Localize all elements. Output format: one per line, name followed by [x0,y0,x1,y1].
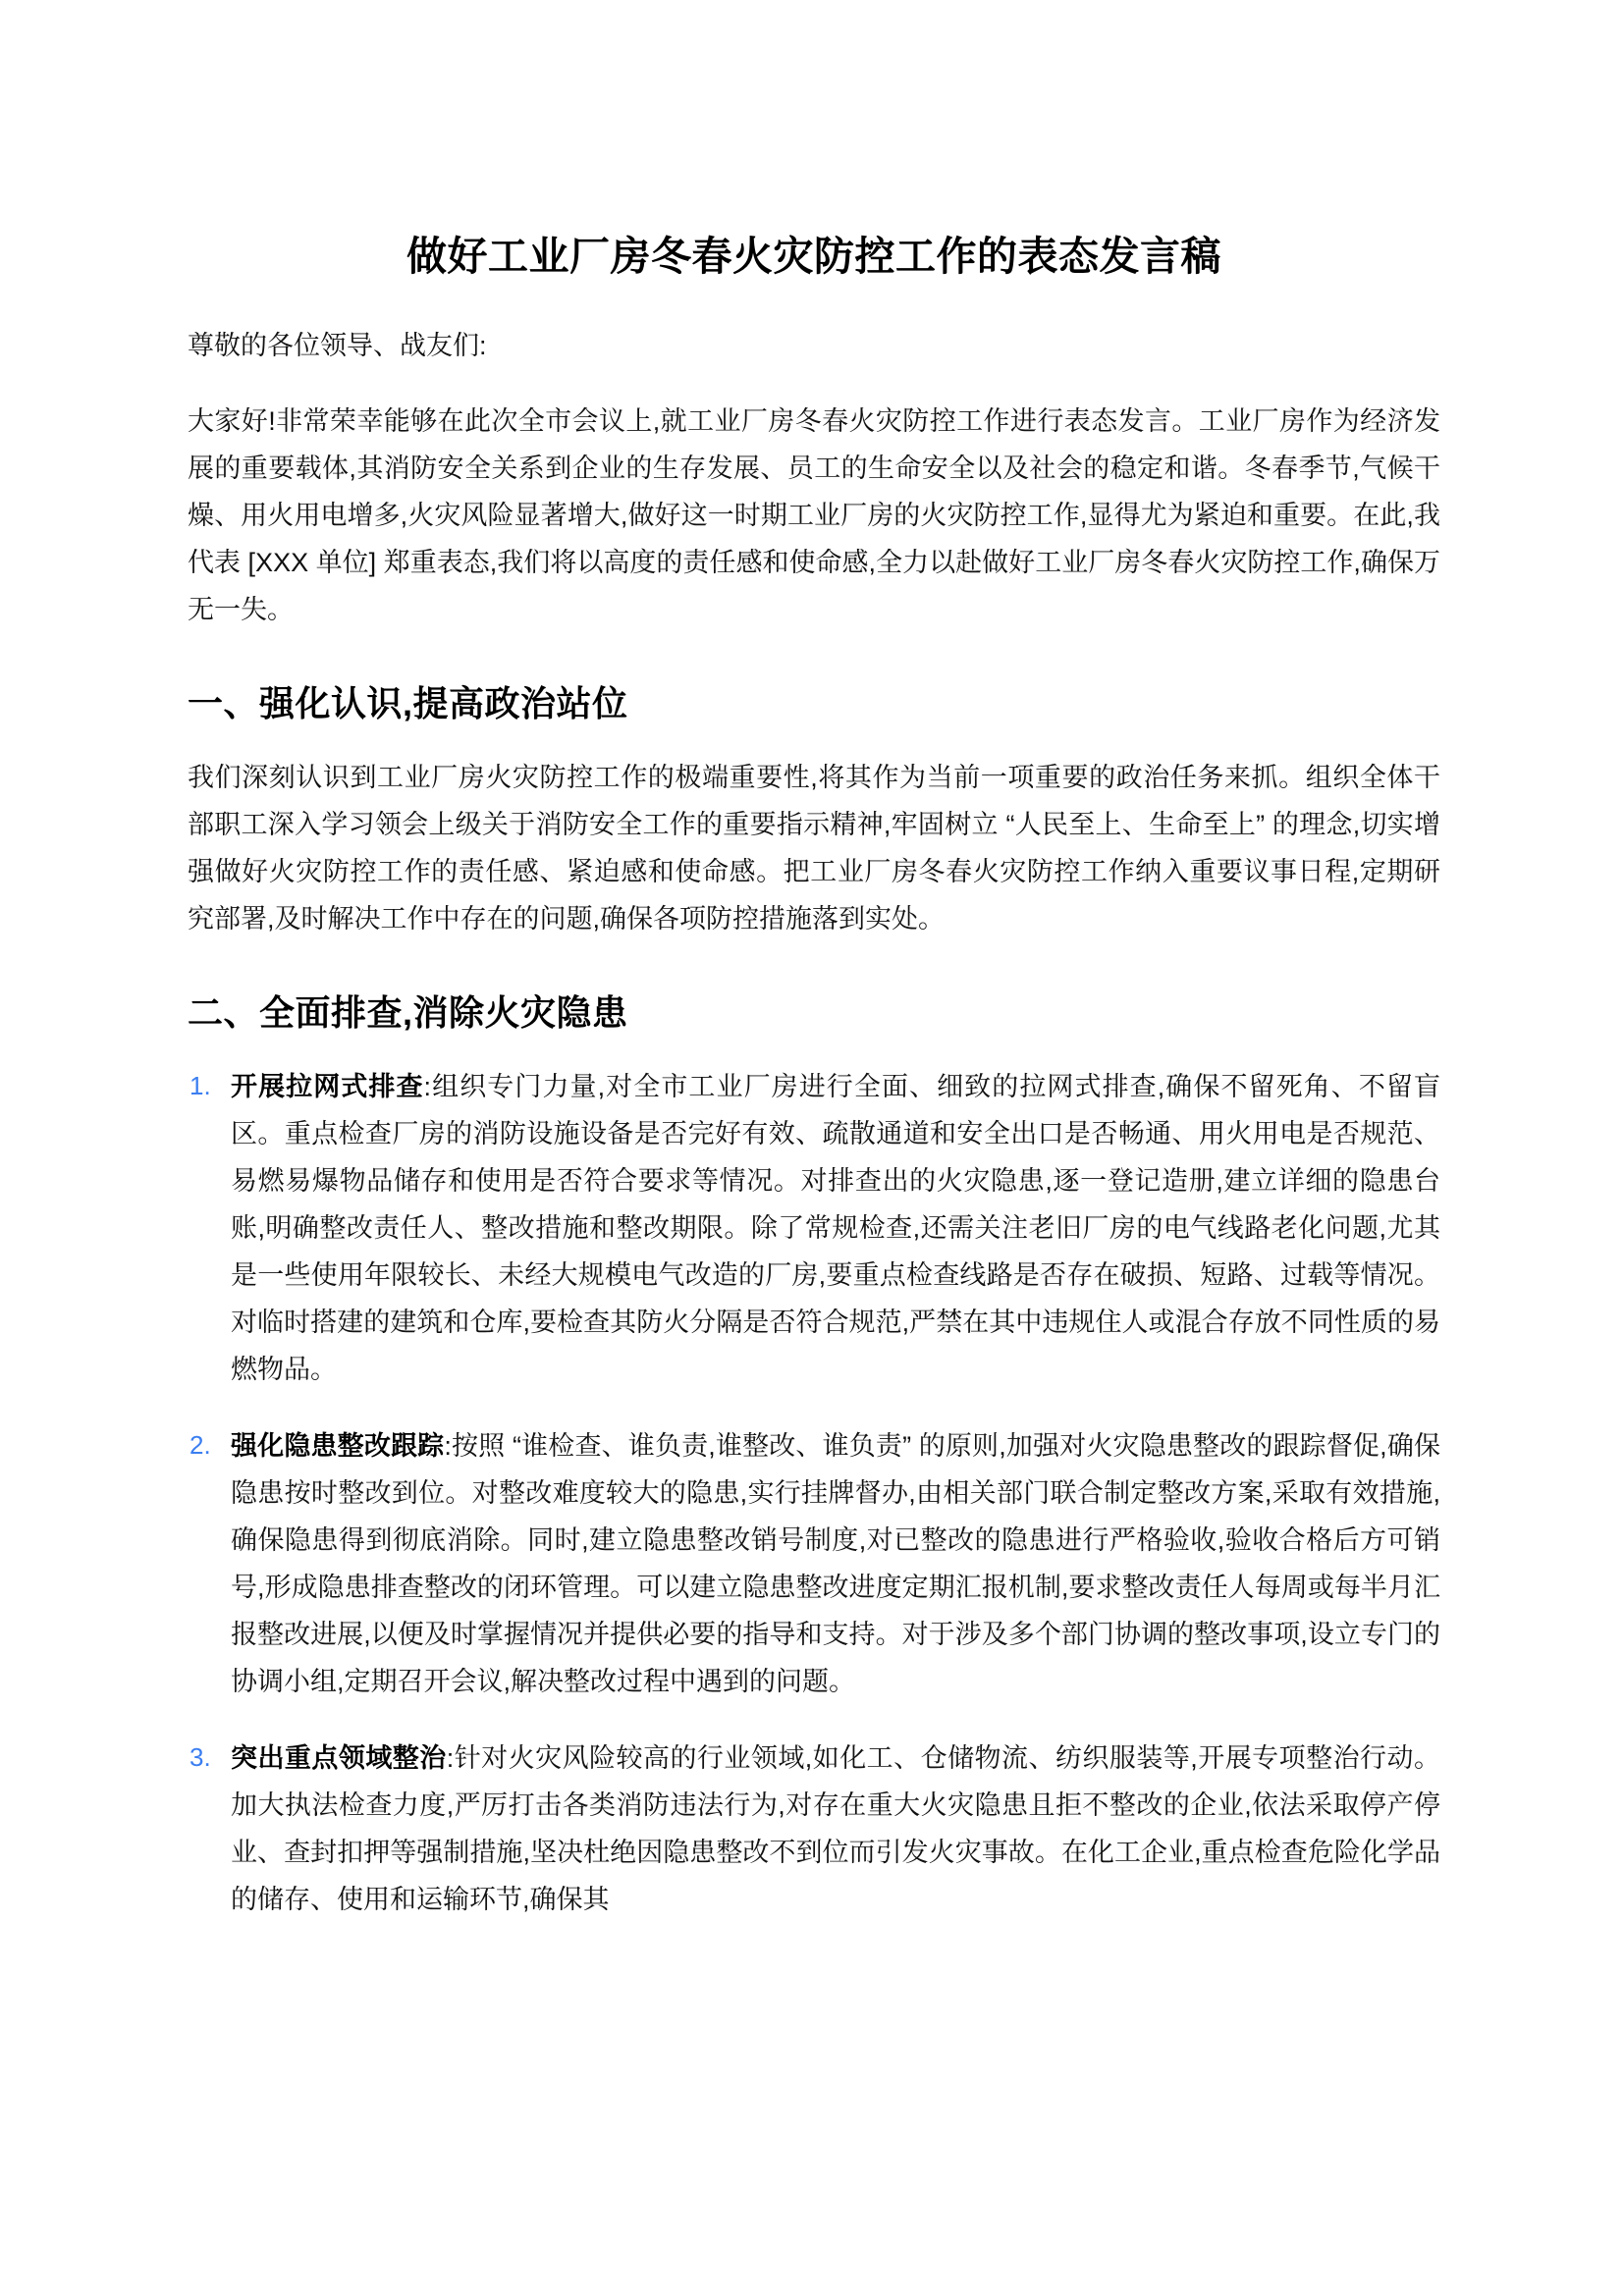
list-marker: 2. [189,1429,211,1460]
list-item-term: 强化隐患整改跟踪 [231,1430,445,1461]
list-marker: 3. [189,1742,211,1773]
list-marker: 1. [189,1070,211,1100]
list-item [188,1735,1440,1923]
list-item [188,1063,1440,1393]
list-item-text: 按照 “谁检查、谁负责,谁整改、谁负责” 的原则,加强对火灾隐患整改的跟踪督促,确保隐患按时整改到位。对整改难度较大的隐患,实行挂牌督办,由相关部门联合制定整改方案,采取有效措施,确保隐患得到彻底消除。同时,建立隐患整改销号制度,对已整改的隐患进行严格验收,验收合格后方可销号,形成隐患排查整改的闭环管理。可以建立隐患整改进度定期汇报机制,要求整改责任人每周或每半月汇报整改进展,以便及时掌握情况并提供必要的指导和支持。对于涉及多个部门协调的整改事项,设立专门的协调小组,定期召开会议,解决整改过程中遇到的问题。 [231,1430,1440,1697]
list-item-text: 针对火灾风险较高的行业领域,如化工、仓储物流、纺织服装等,开展专项整治行动。加大执法检查力度,严厉打击各类消防违法行为,对存在重大火灾隐患且拒不整改的企业,依法采取停产停业、查封扣押等强制措施,坚决杜绝因隐患整改不到位而引发火灾事故。在化工企业,重点检查危险化学品的储存、使用和运输环节,确保其 [231,1743,1440,1915]
page-title: 做好工业厂房冬春火灾防控工作的表态发言稿 [406,234,1221,279]
list-item-separator: : [423,1071,432,1101]
list-item [188,1422,1440,1705]
section-2-list [188,1063,1440,1924]
section-body-1: 我们深刻认识到工业厂房火灾防控工作的极端重要性,将其作为当前一项重要的政治任务来抓。组织全体干部职工深入学习领会上级关于消防安全工作的重要指示精神,牢固树立 “人民至上、生命至上” 的理念,切实增强做好火灾防控工作的责任感、紧迫感和使命感。把工业厂房冬春火灾防控工作纳入重要议事日程,定期研究部署,及时解决工作中存在的问题,确保各项防控措施落到实处。 [188,762,1440,934]
intro-paragraph: 大家好!非常荣幸能够在此次全市会议上,就工业厂房冬春火灾防控工作进行表态发言。工业厂房作为经济发展的重要载体,其消防安全关系到企业的生存发展、员工的生命安全以及社会的稳定和谐。冬春季节,气候干燥、用火用电增多,火灾风险显著增大,做好这一时期工业厂房的火灾防控工作,显得尤为紧迫和重要。在此,我代表 [XXX 单位] 郑重表态,我们将以高度的责任感和使命感,全力以赴做好工业厂房冬春火灾防控工作,确保万无一失。 [188,405,1440,625]
list-item-separator: : [444,1430,452,1461]
section-heading-2: 二、全面排查,消除火灾隐患 [188,992,628,1033]
list-item-term: 开展拉网式排查 [231,1071,424,1101]
section-heading-1: 一、强化认识,提高政治站位 [188,683,628,724]
list-item-term: 突出重点领域整治 [231,1743,447,1774]
salutation-paragraph: 尊敬的各位领导、战友们: [188,331,487,361]
list-item-separator: : [446,1743,455,1774]
list-item-text: 组织专门力量,对全市工业厂房进行全面、细致的拉网式排查,确保不留死角、不留盲区。重点检查厂房的消防设施设备是否完好有效、疏散通道和安全出口是否畅通、用火用电是否规范、易燃易爆物品储存和使用是否符合要求等情况。对排查出的火灾隐患,逐一登记造册,建立详细的隐患台账,明确整改责任人、整改措施和整改期限。除了常规检查,还需关注老旧厂房的电气线路老化问题,尤其是一些使用年限较长、未经大规模电气改造的厂房,要重点检查线路是否存在破损、短路、过载等情况。对临时搭建的建筑和仓库,要检查其防火分隔是否符合规范,严禁在其中违规住人或混合存放不同性质的易燃物品。 [231,1071,1440,1384]
